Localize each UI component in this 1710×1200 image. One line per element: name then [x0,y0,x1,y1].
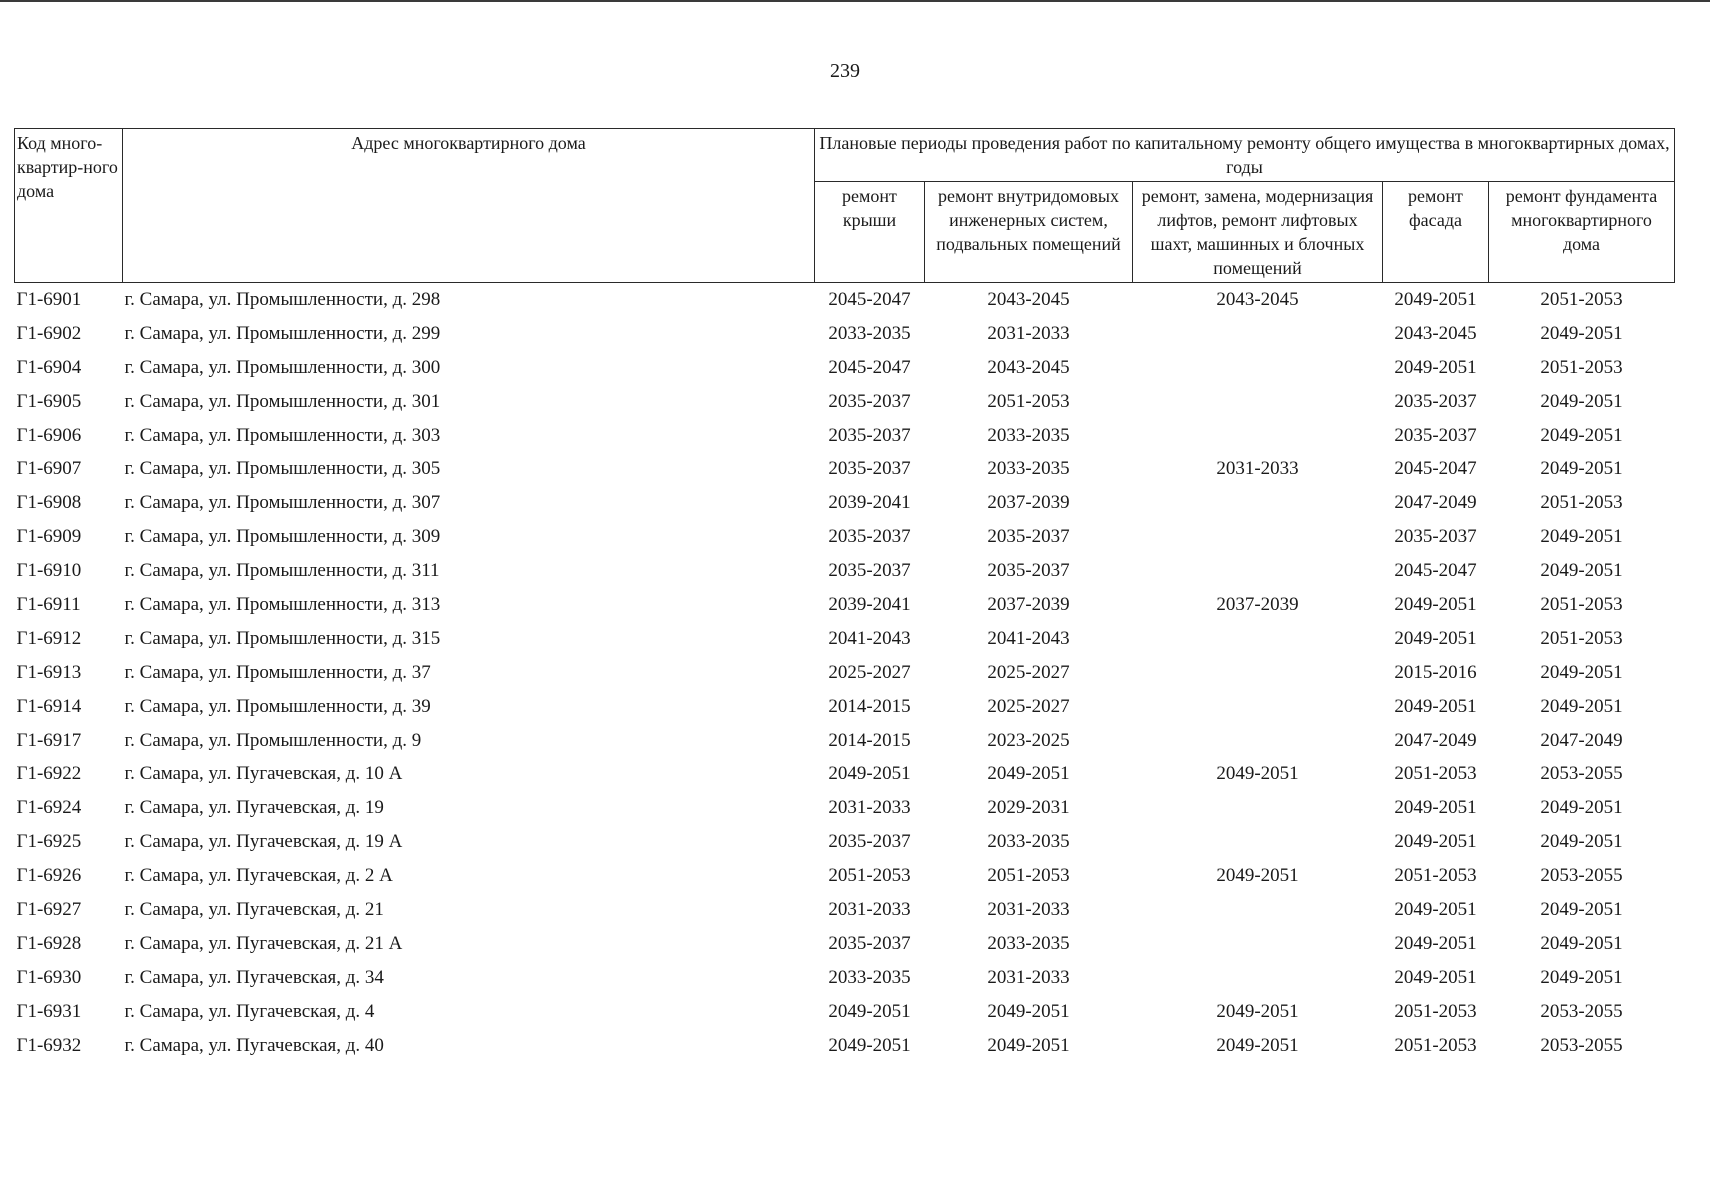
cell-lifts: 2049-2051 [1216,1000,1299,1022]
cell-address: г. Самара, ул. Промышленности, д. 9 [124,729,422,751]
table-row [15,622,1675,656]
cell-foundation: 2053-2055 [1540,763,1623,785]
cell-foundation: 2049-2051 [1540,424,1623,446]
cell-foundation: 2051-2053 [1540,492,1623,514]
cell-address: г. Самара, ул. Промышленности, д. 37 [124,661,431,683]
cell-code: Г1-6904 [16,356,82,378]
cell-engineering: 2037-2039 [987,593,1070,615]
table-row [15,554,1675,588]
table-row [15,588,1675,622]
cell-engineering: 2031-2033 [987,898,1070,920]
table-row [15,283,1675,317]
cell-foundation: 2049-2051 [1540,695,1623,717]
header-facade: ремонт фасада [1383,182,1489,283]
cell-roof: 2035-2037 [828,458,911,480]
cell-engineering: 2037-2039 [987,492,1070,514]
cell-code: Г1-6912 [16,627,82,649]
cell-facade: 2051-2053 [1394,763,1477,785]
cell-facade: 2049-2051 [1394,898,1477,920]
cell-lifts: 2049-2051 [1216,1034,1299,1056]
cell-lifts [1133,893,1383,927]
cell-lifts [1133,791,1383,825]
cell-engineering: 2051-2053 [987,390,1070,412]
cell-facade: 2049-2051 [1394,356,1477,378]
cell-address: г. Самара, ул. Промышленности, д. 305 [124,458,441,480]
cell-engineering: 2033-2035 [987,831,1070,853]
cell-engineering: 2035-2037 [987,560,1070,582]
cell-foundation: 2049-2051 [1540,661,1623,683]
cell-address: г. Самара, ул. Промышленности, д. 301 [124,390,441,412]
cell-foundation: 2049-2051 [1540,322,1623,344]
cell-roof: 2035-2037 [828,390,911,412]
table-body [15,283,1675,1063]
cell-lifts [1133,554,1383,588]
cell-facade: 2049-2051 [1394,797,1477,819]
cell-address: г. Самара, ул. Пугачевская, д. 19 А [124,831,403,853]
cell-engineering: 2023-2025 [987,729,1070,751]
cell-address: г. Самара, ул. Пугачевская, д. 2 А [124,865,393,887]
cell-lifts: 2049-2051 [1216,763,1299,785]
cell-engineering: 2025-2027 [987,695,1070,717]
cell-address: г. Самара, ул. Промышленности, д. 315 [124,627,441,649]
table-row [15,1029,1675,1063]
cell-code: Г1-6910 [16,560,82,582]
table-row [15,791,1675,825]
cell-engineering: 2025-2027 [987,661,1070,683]
cell-lifts: 2043-2045 [1216,288,1299,310]
page-number: 239 [830,60,860,82]
cell-engineering: 2035-2037 [987,526,1070,548]
cell-roof: 2014-2015 [828,729,911,751]
cell-foundation: 2047-2049 [1540,729,1623,751]
table-header [15,129,1675,283]
cell-lifts [1133,622,1383,656]
table-row [15,825,1675,859]
cell-roof: 2014-2015 [828,695,911,717]
cell-facade: 2049-2051 [1394,831,1477,853]
cell-lifts [1133,317,1383,351]
header-address: Адрес многоквартирного дома [123,129,815,283]
cell-address: г. Самара, ул. Промышленности, д. 307 [124,492,441,514]
cell-facade: 2015-2016 [1394,661,1477,683]
cell-lifts: 2031-2033 [1216,458,1299,480]
cell-facade: 2049-2051 [1394,966,1477,988]
table-row [15,724,1675,758]
cell-engineering: 2049-2051 [987,1000,1070,1022]
cell-engineering: 2049-2051 [987,763,1070,785]
cell-roof: 2045-2047 [828,356,911,378]
cell-foundation: 2049-2051 [1540,797,1623,819]
cell-facade: 2051-2053 [1394,865,1477,887]
cell-foundation: 2049-2051 [1540,458,1623,480]
header-roof: ремонт крыши [815,182,925,283]
cell-facade: 2049-2051 [1394,627,1477,649]
table-row [15,757,1675,791]
cell-code: Г1-6930 [16,966,82,988]
cell-code: Г1-6906 [16,424,82,446]
cell-foundation: 2049-2051 [1540,526,1623,548]
cell-facade: 2045-2047 [1394,560,1477,582]
cell-foundation: 2051-2053 [1540,627,1623,649]
cell-roof: 2025-2027 [828,661,911,683]
cell-foundation: 2049-2051 [1540,898,1623,920]
table-row [15,961,1675,995]
table-row [15,690,1675,724]
cell-code: Г1-6928 [16,932,82,954]
cell-address: г. Самара, ул. Пугачевская, д. 4 [124,1000,375,1022]
cell-code: Г1-6926 [16,865,82,887]
cell-lifts [1133,486,1383,520]
cell-lifts [1133,961,1383,995]
cell-address: г. Самара, ул. Промышленности, д. 303 [124,424,441,446]
cell-code: Г1-6913 [16,661,82,683]
cell-code: Г1-6931 [16,1000,82,1022]
cell-code: Г1-6914 [16,695,82,717]
cell-code: Г1-6922 [16,763,82,785]
cell-foundation: 2051-2053 [1540,593,1623,615]
cell-address: г. Самара, ул. Промышленности, д. 313 [124,593,441,615]
cell-address: г. Самара, ул. Пугачевская, д. 19 [124,797,384,819]
table-row [15,385,1675,419]
cell-roof: 2039-2041 [828,492,911,514]
table-row [15,351,1675,385]
table-row [15,520,1675,554]
cell-facade: 2047-2049 [1394,729,1477,751]
cell-engineering: 2033-2035 [987,424,1070,446]
cell-code: Г1-6905 [16,390,82,412]
cell-facade: 2045-2047 [1394,458,1477,480]
cell-lifts [1133,724,1383,758]
cell-roof: 2049-2051 [828,1000,911,1022]
cell-engineering: 2033-2035 [987,932,1070,954]
cell-code: Г1-6927 [16,898,82,920]
cell-facade: 2049-2051 [1394,593,1477,615]
cell-address: г. Самара, ул. Промышленности, д. 299 [124,322,441,344]
table-row [15,486,1675,520]
cell-foundation: 2053-2055 [1540,1034,1623,1056]
cell-lifts: 2049-2051 [1216,865,1299,887]
cell-foundation: 2051-2053 [1540,288,1623,310]
cell-foundation: 2049-2051 [1540,966,1623,988]
cell-facade: 2035-2037 [1394,390,1477,412]
header-lifts: ремонт, замена, модернизация лифтов, ремонт лифтовых шахт, машинных и блочных помещений [1133,182,1383,283]
cell-facade: 2049-2051 [1394,932,1477,954]
cell-foundation: 2049-2051 [1540,932,1623,954]
cell-lifts [1133,825,1383,859]
cell-engineering: 2049-2051 [987,1034,1070,1056]
cell-code: Г1-6902 [16,322,82,344]
header-periods-group: Плановые периоды проведения работ по капитальному ремонту общего имущества в многоквартирных домах, годы [815,129,1675,182]
header-engineering: ремонт внутридомовых инженерных систем, подвальных помещений [925,182,1133,283]
table-row [15,893,1675,927]
header-code: Код много-квартир-ного дома [15,129,123,283]
cell-engineering: 2031-2033 [987,322,1070,344]
cell-code: Г1-6932 [16,1034,82,1056]
cell-roof: 2049-2051 [828,763,911,785]
cell-engineering: 2043-2045 [987,356,1070,378]
cell-code: Г1-6924 [16,797,82,819]
table-row [15,859,1675,893]
cell-engineering: 2051-2053 [987,865,1070,887]
cell-roof: 2033-2035 [828,322,911,344]
cell-lifts [1133,419,1383,453]
cell-facade: 2049-2051 [1394,695,1477,717]
cell-address: г. Самара, ул. Промышленности, д. 298 [124,288,441,310]
cell-facade: 2051-2053 [1394,1000,1477,1022]
cell-lifts [1133,385,1383,419]
header-foundation: ремонт фундамента многоквартирного дома [1489,182,1675,283]
cell-roof: 2045-2047 [828,288,911,310]
table-row [15,927,1675,961]
cell-engineering: 2031-2033 [987,966,1070,988]
cell-address: г. Самара, ул. Пугачевская, д. 21 [124,898,384,920]
cell-foundation: 2049-2051 [1540,390,1623,412]
cell-roof: 2031-2033 [828,898,911,920]
cell-lifts [1133,690,1383,724]
cell-roof: 2051-2053 [828,865,911,887]
cell-lifts [1133,520,1383,554]
cell-code: Г1-6917 [16,729,82,751]
table-row [15,419,1675,453]
table-row [15,317,1675,351]
cell-roof: 2035-2037 [828,424,911,446]
cell-code: Г1-6909 [16,526,82,548]
cell-facade: 2043-2045 [1394,322,1477,344]
cell-lifts [1133,351,1383,385]
cell-foundation: 2051-2053 [1540,356,1623,378]
cell-code: Г1-6908 [16,492,82,514]
cell-address: г. Самара, ул. Промышленности, д. 300 [124,356,441,378]
cell-engineering: 2029-2031 [987,797,1070,819]
cell-code: Г1-6911 [16,593,81,615]
cell-facade: 2051-2053 [1394,1034,1477,1056]
cell-lifts: 2037-2039 [1216,593,1299,615]
cell-address: г. Самара, ул. Пугачевская, д. 21 А [124,932,403,954]
cell-address: г. Самара, ул. Пугачевская, д. 40 [124,1034,384,1056]
capital-repair-table [14,128,1675,1062]
cell-facade: 2047-2049 [1394,492,1477,514]
cell-address: г. Самара, ул. Промышленности, д. 309 [124,526,441,548]
cell-roof: 2041-2043 [828,627,911,649]
cell-facade: 2035-2037 [1394,526,1477,548]
cell-lifts [1133,656,1383,690]
cell-roof: 2033-2035 [828,966,911,988]
top-rule [0,0,1710,2]
cell-address: г. Самара, ул. Промышленности, д. 311 [124,560,440,582]
cell-engineering: 2041-2043 [987,627,1070,649]
cell-roof: 2035-2037 [828,932,911,954]
cell-roof: 2035-2037 [828,526,911,548]
cell-foundation: 2049-2051 [1540,560,1623,582]
cell-roof: 2039-2041 [828,593,911,615]
cell-code: Г1-6907 [16,458,82,480]
cell-engineering: 2033-2035 [987,458,1070,480]
table-row [15,656,1675,690]
cell-roof: 2031-2033 [828,797,911,819]
cell-foundation: 2053-2055 [1540,1000,1623,1022]
cell-lifts [1133,927,1383,961]
table-row [15,452,1675,486]
cell-address: г. Самара, ул. Пугачевская, д. 34 [124,966,384,988]
cell-foundation: 2049-2051 [1540,831,1623,853]
table-row [15,995,1675,1029]
cell-facade: 2035-2037 [1394,424,1477,446]
cell-address: г. Самара, ул. Пугачевская, д. 10 А [124,763,403,785]
cell-roof: 2035-2037 [828,560,911,582]
cell-facade: 2049-2051 [1394,288,1477,310]
cell-address: г. Самара, ул. Промышленности, д. 39 [124,695,431,717]
cell-code: Г1-6901 [16,288,82,310]
cell-engineering: 2043-2045 [987,288,1070,310]
cell-roof: 2049-2051 [828,1034,911,1056]
cell-foundation: 2053-2055 [1540,865,1623,887]
cell-roof: 2035-2037 [828,831,911,853]
cell-code: Г1-6925 [16,831,82,853]
